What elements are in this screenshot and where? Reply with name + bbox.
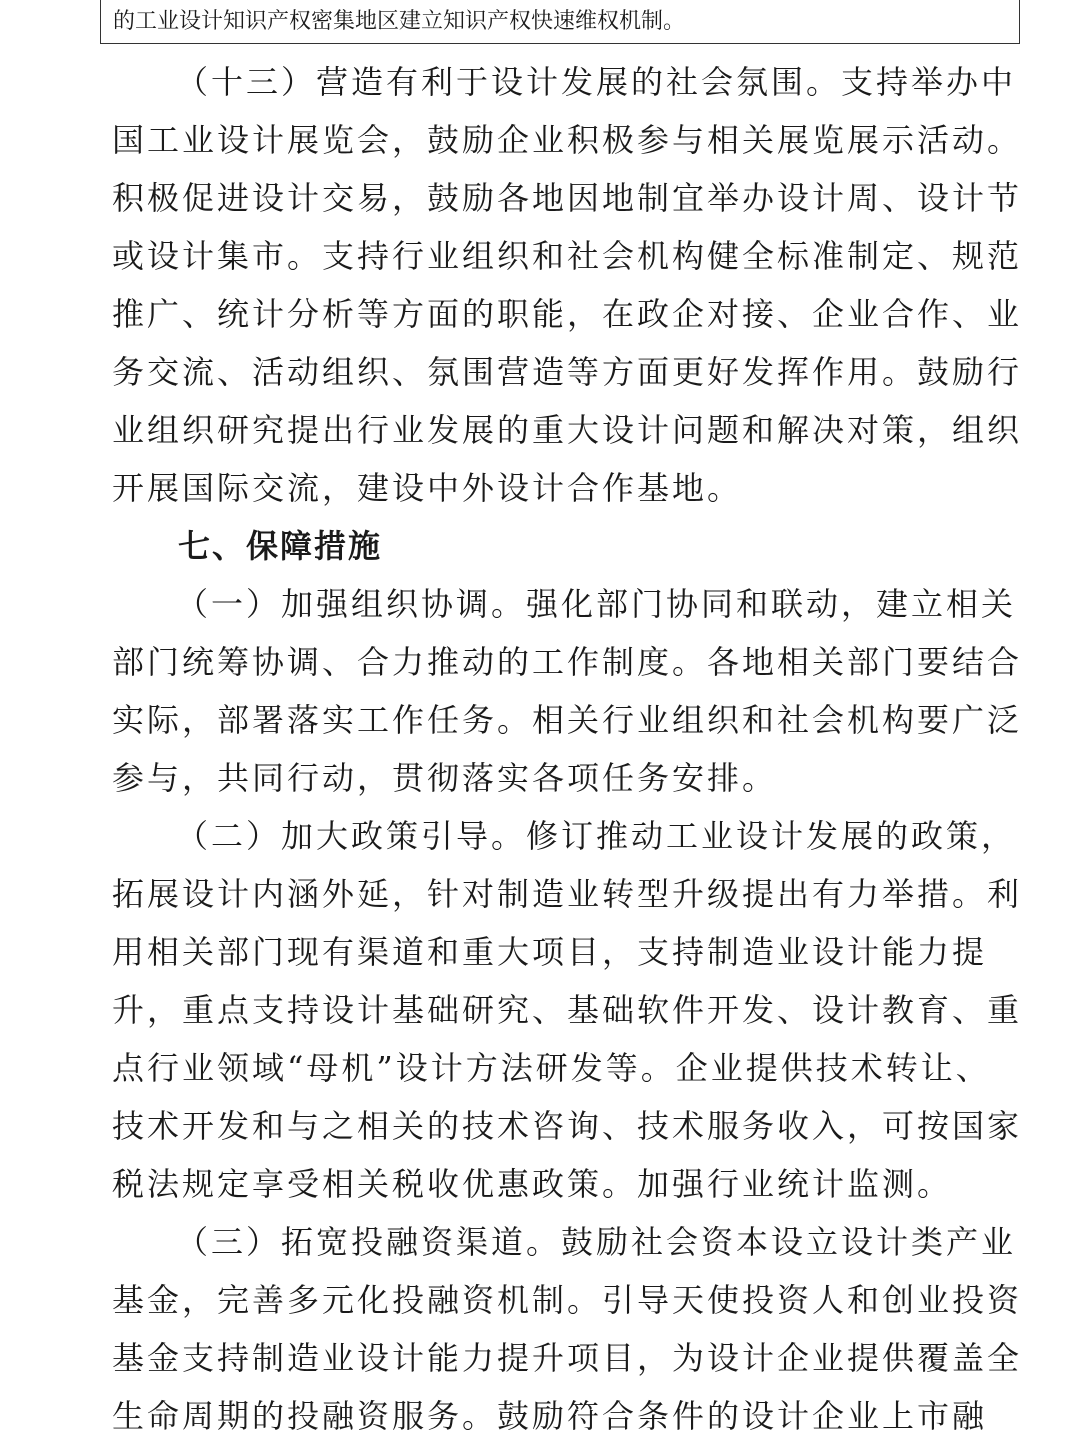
paragraph-2-line: 升，重点支持设计基础研究、基础软件开发、设计教育、重: [112, 991, 1023, 1029]
paragraph-1-line: 参与，共同行动，贯彻落实各项任务安排。: [112, 759, 778, 797]
paragraph-1-line: 部门统筹协调、合力推动的工作制度。各地相关部门要结合: [112, 643, 1023, 681]
paragraph-13-line: 积极促进设计交易，鼓励各地因地制宜举办设计周、设计节: [112, 179, 1023, 217]
paragraph-2-line: 拓展设计内涵外延，针对制造业转型升级提出有力举措。利: [112, 875, 1023, 913]
paragraph-13-line: 务交流、活动组织、氛围营造等方面更好发挥作用。鼓励行: [112, 353, 1023, 391]
paragraph-2-line: 税法规定享受相关税收优惠政策。加强行业统计监测。: [112, 1165, 953, 1203]
paragraph-2-line: 技术开发和与之相关的技术咨询、技术服务收入，可按国家: [112, 1107, 1023, 1145]
section-heading: 七、保障措施: [178, 527, 383, 565]
paragraph-13-line: （十三）营造有利于设计发展的社会氛围。支持举办中: [176, 63, 1017, 101]
paragraph-3-line: （三）拓宽投融资渠道。鼓励社会资本设立设计类产业: [176, 1223, 1017, 1261]
paragraph-13-line: 推广、统计分析等方面的职能，在政企对接、企业合作、业: [112, 295, 1023, 333]
paragraph-1-line: 实际，部署落实工作任务。相关行业组织和社会机构要广泛: [112, 701, 1023, 739]
paragraph-3-line: 基金支持制造业设计能力提升项目，为设计企业提供覆盖全: [112, 1339, 1023, 1377]
paragraph-3-line: 生命周期的投融资服务。鼓励符合条件的设计企业上市融: [112, 1397, 988, 1435]
paragraph-2-line: 用相关部门现有渠道和重大项目，支持制造业设计能力提: [112, 933, 988, 971]
paragraph-3-line: 基金，完善多元化投融资机制。引导天使投资人和创业投资: [112, 1281, 1023, 1319]
continued-text-box: 的工业设计知识产权密集地区建立知识产权快速维权机制。: [100, 0, 1020, 44]
paragraph-2-line: （二）加大政策引导。修订推动工业设计发展的政策，: [176, 817, 1017, 855]
paragraph-13-line: 国工业设计展览会，鼓励企业积极参与相关展览展示活动。: [112, 121, 1023, 159]
paragraph-1-line: （一）加强组织协调。强化部门协同和联动，建立相关: [176, 585, 1017, 623]
paragraph-13-line: 或设计集市。支持行业组织和社会机构健全标准制定、规范: [112, 237, 1023, 275]
paragraph-2-line: 点行业领域“母机”设计方法研发等。企业提供技术转让、: [112, 1049, 991, 1087]
paragraph-13-line: 开展国际交流，建设中外设计合作基地。: [112, 469, 743, 507]
paragraph-13-line: 业组织研究提出行业发展的重大设计问题和解决对策，组织: [112, 411, 1023, 449]
